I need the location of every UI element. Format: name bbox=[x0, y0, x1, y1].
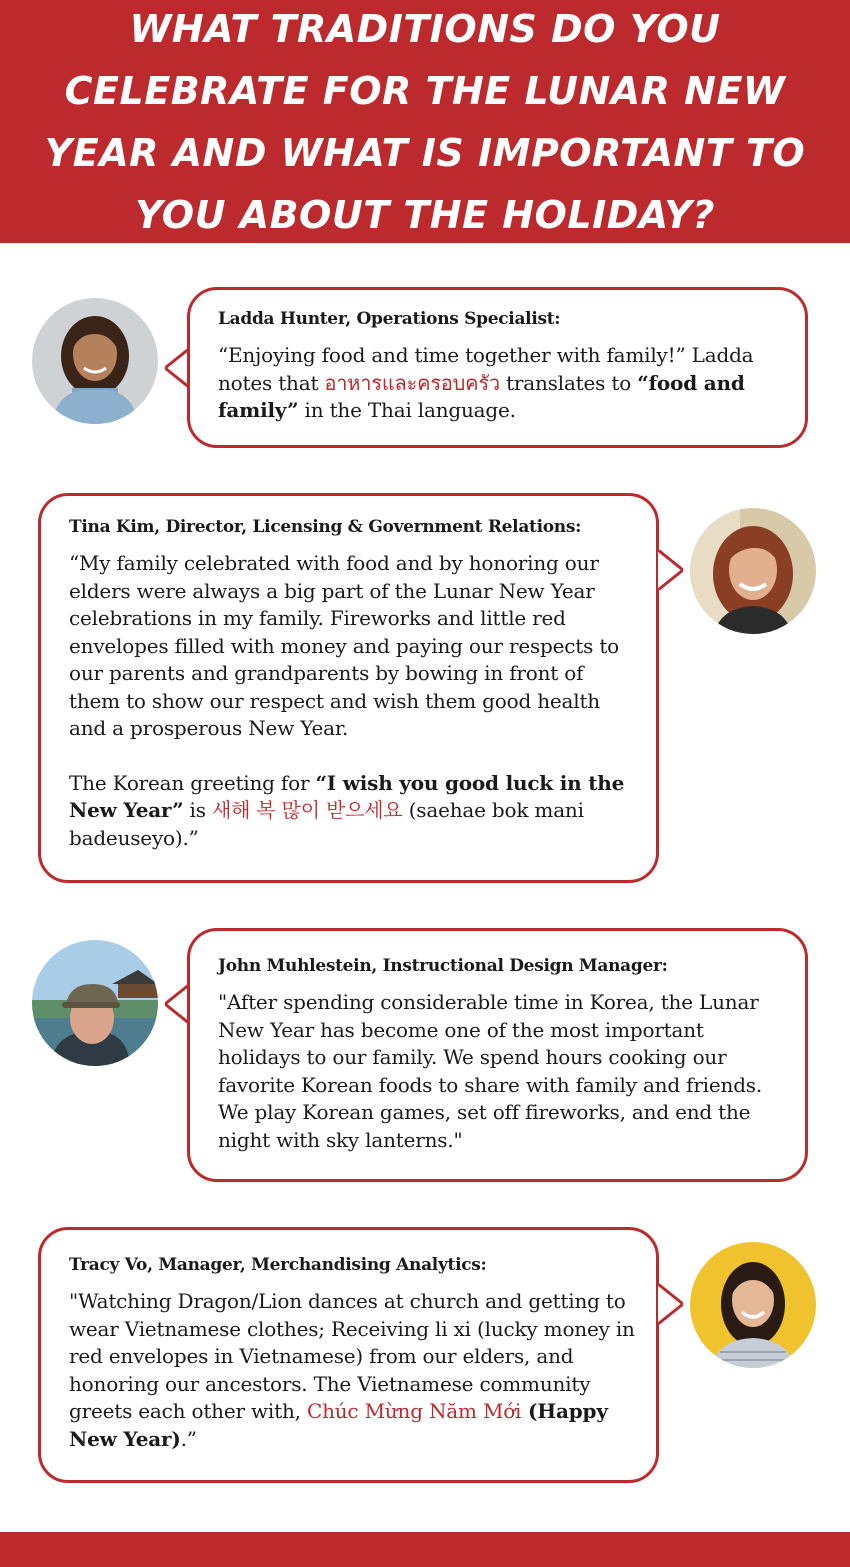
testimonial-quote: "After spending considerable time in Korea, the Lunar New Year has become one of the most important holidays to our family. We spend hours cooking our favorite Korean foods to share with family and friends. We play Korean games, set off fireworks, and end the night with sky lanterns." bbox=[218, 990, 763, 1152]
testimonial-name: Tina Kim, Director, Licensing & Government Relations: bbox=[69, 517, 582, 537]
footer-bar bbox=[0, 1532, 850, 1567]
testimonial-bubble-tracy bbox=[38, 1227, 659, 1483]
avatar-ladda-hunter bbox=[32, 298, 158, 424]
testimonial-bubble-john bbox=[187, 928, 808, 1182]
avatar-john-muhlestein bbox=[32, 940, 158, 1066]
avatar-tina-kim bbox=[690, 508, 816, 634]
testimonial-quote: “Enjoying food and time together with family!” Ladda notes that อาหารและครอบครัว translates to “food and family” in the Thai language. bbox=[218, 343, 754, 422]
header-banner bbox=[0, 0, 850, 243]
page-title: WHAT TRADITIONS DO YOU CELEBRATE FOR THE LUNAR NEW YEAR AND WHAT IS IMPORTANT TO YOU ABOUT THE HOLIDAY? bbox=[44, 6, 806, 237]
bubble-tail bbox=[657, 550, 683, 590]
bubble-tail bbox=[657, 1284, 683, 1324]
testimonial-quote: “My family celebrated with food and by honoring our elders were always a big part of the Lunar New Year celebrations in my family. Fireworks and little red envelopes filled with money and paying our respects to our parents and grandparents by bowing in front of them to show our respect and wish them good health and a prosperous New Year. The Korean greeting for “I wish you good luck in the New Year” is 새해 복 많이 받으세요 (saehae bok mani badeuseyo).” bbox=[69, 551, 625, 850]
thai-phrase: อาหารและครอบครัว bbox=[324, 370, 500, 395]
testimonial-name: Ladda Hunter, Operations Specialist: bbox=[218, 309, 561, 329]
testimonial-bubble-ladda bbox=[187, 287, 808, 448]
testimonial-quote: "Watching Dragon/Lion dances at church and getting to wear Vietnamese clothes; Receiving li xi (lucky money in red envelopes in Vietnamese) from our elders, and honoring our ancestors. The Vietnamese community greets each other with, Chúc Mừng Năm Mới (Happy New Year).” bbox=[69, 1289, 635, 1451]
testimonial-name: John Muhlestein, Instructional Design Manager: bbox=[218, 956, 668, 976]
testimonial-name: Tracy Vo, Manager, Merchandising Analytics: bbox=[69, 1255, 487, 1275]
testimonial-bubble-tina bbox=[38, 493, 659, 883]
avatar-tracy-vo bbox=[690, 1242, 816, 1368]
vietnamese-phrase: Chúc Mừng Năm Mới bbox=[306, 1399, 522, 1423]
korean-phrase: 새해 복 많이 받으세요 bbox=[211, 798, 403, 822]
